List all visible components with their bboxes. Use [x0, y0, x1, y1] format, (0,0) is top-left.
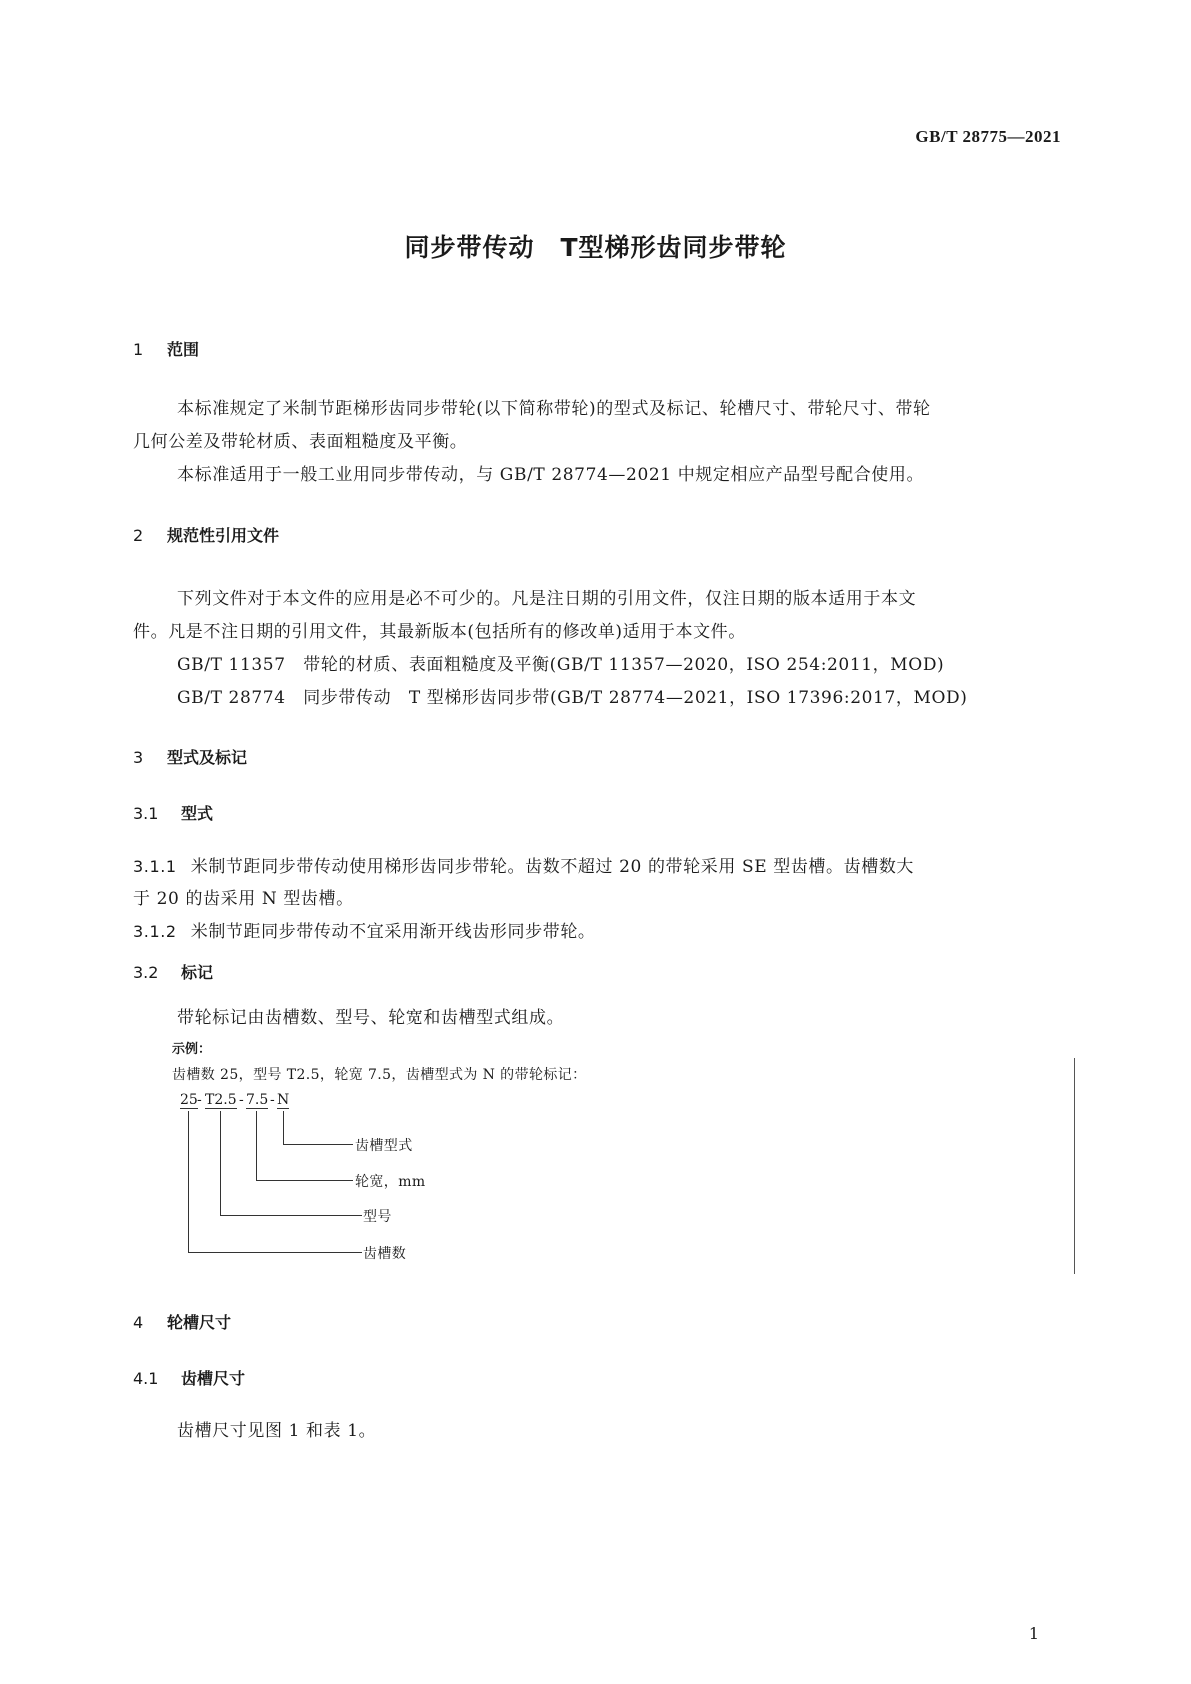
clause-3-1-1-line-2: 于 20 的齿采用 N 型齿槽。: [133, 889, 354, 909]
section-4-1-para: 齿槽尺寸见图 1 和表 1。: [177, 1421, 377, 1441]
designation-sep-2: -: [239, 1092, 244, 1108]
section-2-para-line-1: 下列文件对于本文件的应用是必不可少的。凡是注日期的引用文件，仅注日期的版本适用于本文: [177, 589, 917, 609]
section-1-heading: 1 范围: [133, 340, 200, 359]
leader-width-horizontal: [256, 1180, 353, 1181]
document-title: 同步带传动 T型梯形齿同步带轮: [404, 233, 787, 262]
example-margin-bar: [1074, 1058, 1075, 1274]
subsection-4-1-heading: 4.1 齿槽尺寸: [133, 1369, 246, 1388]
callout-teeth: 齿槽数: [363, 1246, 407, 1262]
leader-groove-vertical: [283, 1111, 284, 1145]
normative-reference-2: GB/T 28774 同步带传动 T 型梯形齿同步带(GB/T 28774—2021，ISO 17396:2017，MOD): [177, 688, 968, 708]
designation-teeth: 25: [180, 1092, 198, 1108]
callout-type: 型号: [363, 1209, 392, 1225]
leader-width-vertical: [256, 1111, 257, 1181]
subsection-3-2-heading: 3.2 标记: [133, 963, 214, 982]
designation-sep-1: -: [197, 1092, 202, 1108]
clause-3-1-1-line-1: 3.1.1 米制节距同步带传动使用梯形齿同步带轮。齿数不超过 20 的带轮采用 SE 型齿槽。齿槽数大: [133, 857, 915, 877]
section-2-heading: 2 规范性引用文件: [133, 526, 280, 545]
designation-width: 7.5: [246, 1092, 269, 1108]
designation-sep-3: -: [270, 1092, 275, 1108]
example-label: 示例：: [172, 1042, 212, 1057]
section-1-para-1-line-2: 几何公差及带轮材质、表面粗糙度及平衡。: [133, 432, 468, 452]
section-1-para-1-line-1: 本标准规定了米制节距梯形齿同步带轮(以下简称带轮)的型式及标记、轮槽尺寸、带轮尺寸、带轮: [177, 399, 931, 419]
section-2-para-line-2: 件。凡是不注日期的引用文件，其最新版本(包括所有的修改单)适用于本文件。: [133, 622, 746, 642]
leader-teeth-horizontal: [188, 1252, 362, 1253]
normative-reference-1: GB/T 11357 带轮的材质、表面粗糙度及平衡(GB/T 11357—2020，ISO 254:2011，MOD): [177, 655, 945, 675]
leader-type-vertical: [220, 1111, 221, 1216]
designation-groove: N: [277, 1092, 290, 1108]
callout-groove-type: 齿槽型式: [355, 1138, 413, 1154]
section-4-heading: 4 轮槽尺寸: [133, 1313, 232, 1332]
clause-3-1-2: 3.1.2 米制节距同步带传动不宜采用渐开线齿形同步带轮。: [133, 922, 596, 942]
leader-groove-horizontal: [283, 1144, 353, 1145]
designation-type: T2.5: [205, 1092, 237, 1108]
callout-width: 轮宽，mm: [355, 1174, 426, 1190]
section-1-para-2: 本标准适用于一般工业用同步带传动，与 GB/T 28774—2021 中规定相应产品型号配合使用。: [177, 465, 925, 485]
subsection-3-1-heading: 3.1 型式: [133, 804, 214, 823]
section-3-heading: 3 型式及标记: [133, 748, 248, 767]
leader-teeth-vertical: [188, 1111, 189, 1253]
marking-paragraph: 带轮标记由齿槽数、型号、轮宽和齿槽型式组成。: [177, 1008, 565, 1028]
leader-type-horizontal: [220, 1215, 362, 1216]
example-text: 齿槽数 25，型号 T2.5，轮宽 7.5，齿槽型式为 N 的带轮标记：: [172, 1067, 587, 1083]
standard-number: GB/T 28775—2021: [915, 127, 1061, 146]
page-number: 1: [1028, 1624, 1039, 1643]
